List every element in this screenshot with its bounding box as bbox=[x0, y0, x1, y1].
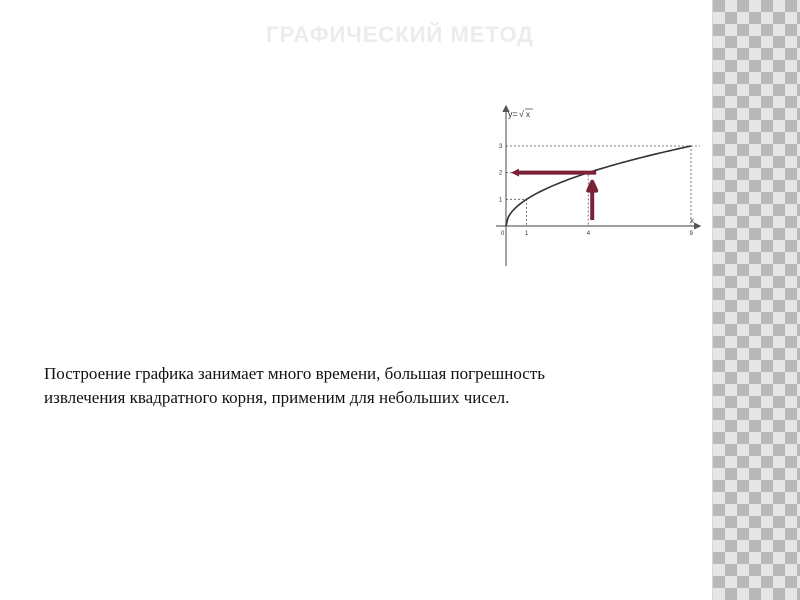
y-tick-label: 2 bbox=[499, 170, 503, 177]
body-text bbox=[44, 362, 716, 410]
guide-line bbox=[506, 146, 691, 226]
sqrt-symbol: √ bbox=[519, 109, 524, 119]
slide-title: ГРАФИЧЕСКИЙ МЕТОД bbox=[266, 22, 534, 47]
y-tick-label: 1 bbox=[499, 197, 503, 204]
body-line-1: Построение графика занимает много времени, большая погрешность bbox=[44, 364, 545, 383]
x-tick-label: 4 bbox=[586, 231, 591, 237]
decorative-pattern-strip bbox=[712, 0, 800, 600]
guide-line bbox=[506, 199, 527, 226]
x-tick-label: 0 bbox=[501, 231, 505, 237]
x-axis-label: x bbox=[690, 216, 694, 225]
up-arrow bbox=[588, 182, 596, 220]
sqrt-curve bbox=[506, 146, 691, 226]
sqrt-function-graph bbox=[488, 92, 708, 277]
function-label-y: y= bbox=[508, 109, 518, 119]
x-tick-label: 1 bbox=[525, 231, 529, 237]
left-arrow-head bbox=[511, 169, 519, 177]
y-tick-label: 3 bbox=[499, 144, 503, 150]
function-label-x: x bbox=[526, 110, 530, 119]
body-line-2: извлечения квадратного корня, применим для небольших чисел. bbox=[44, 388, 510, 407]
x-tick-label: 9 bbox=[689, 231, 693, 237]
